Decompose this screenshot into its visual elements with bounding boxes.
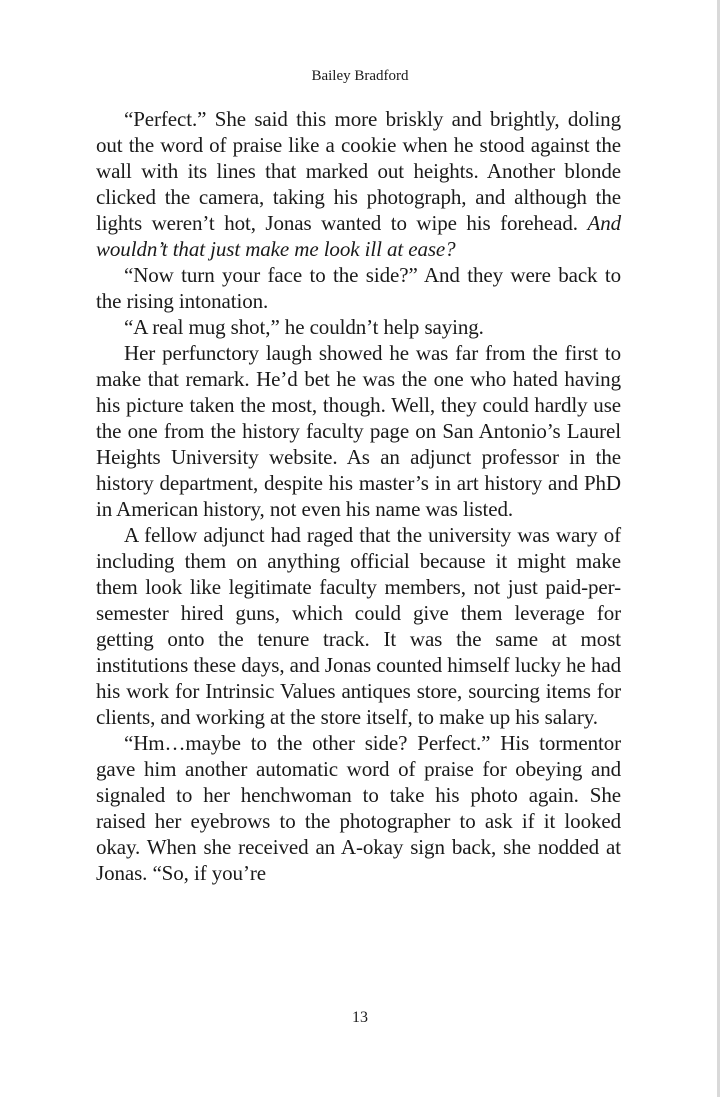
page-number: 13	[352, 1009, 368, 1026]
paragraph-3: “A real mug shot,” he couldn’t help saying.	[124, 315, 484, 339]
paragraph-4: Her perfunctory laugh showed he was far from the first to make that remark. He’d bet he was the one who hated having his picture taken the most, though. Well, they could hardly use the one from the history faculty page on San Antonio’s Laurel Heights University website. As an adjunct professor in the history department, despite his master’s in art history and PhD in American history, not even his name was listed.	[96, 341, 621, 521]
running-header-author: Bailey Bradford	[311, 68, 409, 84]
body-text	[96, 106, 621, 886]
paragraph-1-italic-thought: And wouldn’t that just make me look ill at ease?	[96, 211, 621, 261]
paragraph-6: “Hm…maybe to the other side? Perfect.” His tormentor gave him another automatic word of praise for obeying and signaled to her henchwoman to take his photo again. She raised her eyebrows to the photographer to ask if it looked okay. When she received an A-okay sign back, she nodded at Jonas. “So, if you’re	[96, 731, 621, 885]
paragraph-2: “Now turn your face to the side?” And they were back to the rising intonation.	[96, 263, 621, 313]
paragraph-1-text: “Perfect.” She said this more briskly and brightly, doling out the word of praise like a cookie when he stood against the wall with its lines that marked out heights. Another blonde clicked the camera, taking his photograph, and although the lights weren’t hot, Jonas wanted to wipe his forehead.	[96, 107, 621, 235]
paragraph-5: A fellow adjunct had raged that the university was wary of including them on anything official because it might make them look like legitimate faculty members, not just paid-per-semester hired guns, which could give them leverage for getting onto the tenure track. It was the same at most institutions these days, and Jonas counted himself lucky he had his work for Intrinsic Values antiques store, sourcing items for clients, and working at the store itself, to make up his salary.	[96, 523, 621, 729]
paragraph-1	[96, 106, 621, 262]
